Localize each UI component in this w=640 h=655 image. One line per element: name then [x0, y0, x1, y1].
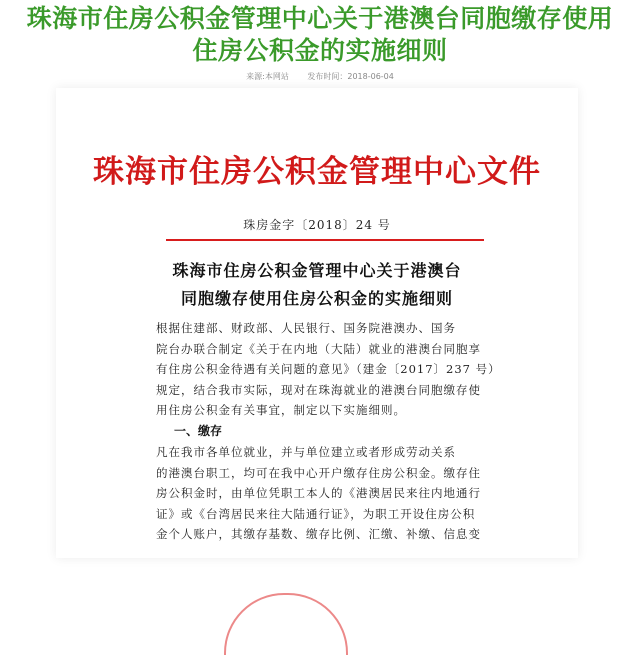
- red-divider: [166, 239, 484, 241]
- document-title-line2: 同胞缴存使用住房公积金的实施细则: [180, 289, 453, 308]
- red-seal-stamp: [224, 593, 348, 655]
- article-headline-line1: 珠海市住房公积金管理中心关于港澳台同胞缴存使用: [26, 4, 614, 33]
- text-line: 院台办联合制定《关于在内地（大陆）就业的港澳台同胞享: [156, 341, 481, 356]
- paragraph-1: [156, 318, 501, 421]
- text-line: 金个人账户，其缴存基数、缴存比例、汇缴、补缴、信息变: [156, 527, 481, 541]
- article-header: [0, 0, 640, 88]
- article-date: 发布时间：2018-06-04: [307, 72, 394, 81]
- text-line: 房公积金时，由单位凭职工本人的《港澳居民来往内地通行: [156, 486, 481, 500]
- text-line: 的港澳台职工，均可在我中心开户缴存住房公积金。缴存住: [156, 465, 481, 480]
- issuer-title: 珠海市住房公积金管理中心文件: [93, 154, 541, 190]
- text-line: 证》或《台湾居民来往大陆通行证》，为职工开设住房公积: [156, 506, 476, 521]
- article-meta: [0, 71, 640, 82]
- document-number: 珠房金字〔2018〕24 号: [243, 218, 391, 232]
- article-headline-line2: 住房公积金的实施细则: [192, 36, 448, 65]
- text-line: 规定，结合我市实际，现对在珠海就业的港澳台同胞缴存使: [156, 382, 481, 397]
- article-source: 来源:本网站: [246, 72, 289, 81]
- text-line: 用住房公积金有关事宜，制定以下实施细则。: [156, 403, 406, 417]
- text-line: 有住房公积金待遇有关问题的意见》（建金〔2017〕237 号）: [156, 362, 501, 376]
- section-heading-deposit: 一、缴存: [174, 424, 223, 438]
- paragraph-2: [156, 442, 496, 545]
- text-line: 凡在我市各单位就业，并与单位建立或者形成劳动关系: [156, 445, 456, 459]
- document-scan: [56, 88, 578, 558]
- text-line: 根据住建部、财政部、人民银行、国务院港澳办、国务: [156, 321, 456, 335]
- document-title-line1: 珠海市住房公积金管理中心关于港澳台: [172, 261, 462, 280]
